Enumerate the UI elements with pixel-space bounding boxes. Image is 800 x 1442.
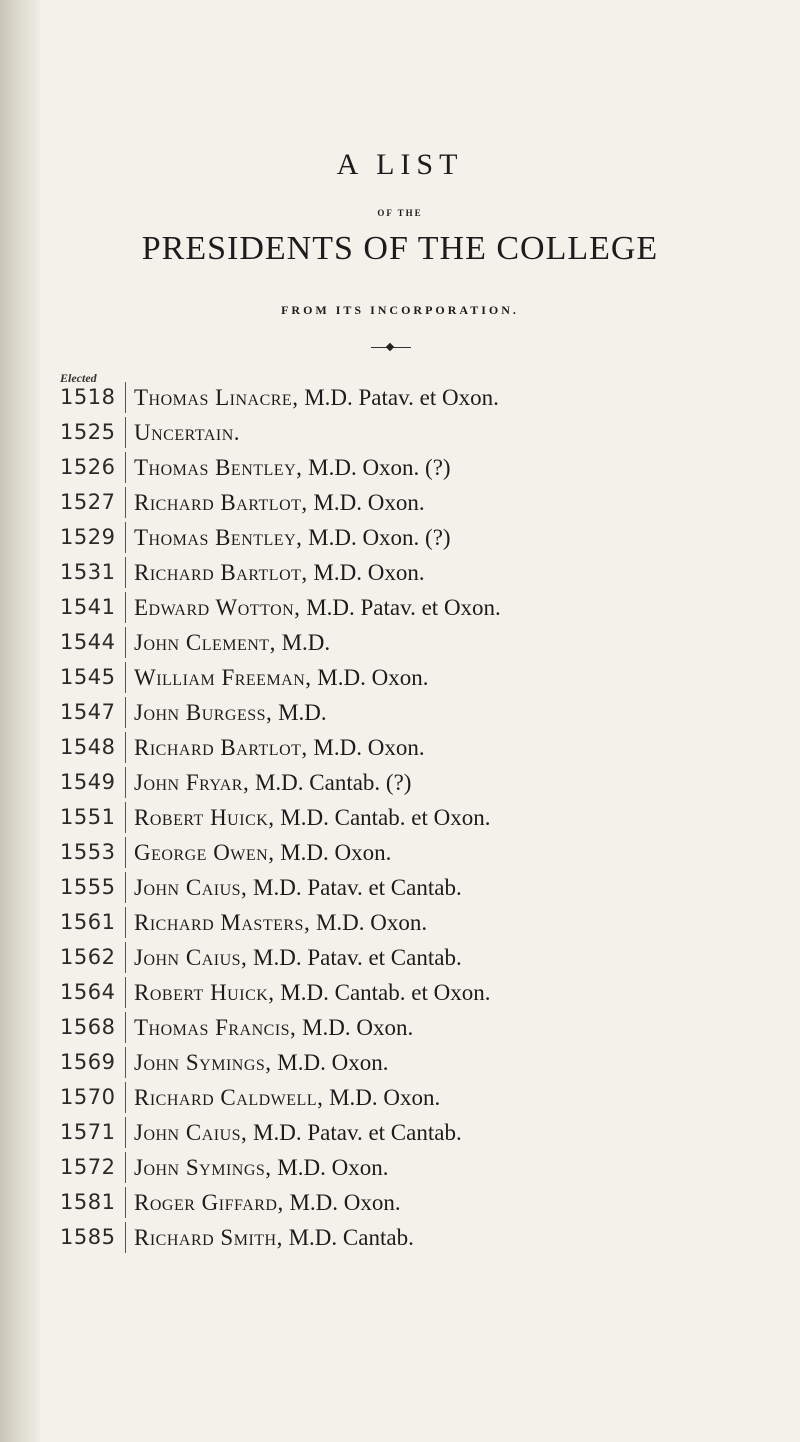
entry-year: 1581	[60, 1190, 116, 1214]
column-divider	[125, 977, 126, 1008]
column-divider	[125, 732, 126, 763]
president-name: Thomas Linacre,	[134, 385, 299, 410]
entry-name	[134, 730, 425, 765]
president-name: John Clement,	[134, 630, 276, 655]
entry-year: 1570	[60, 1085, 116, 1109]
column-divider	[125, 1152, 126, 1183]
president-degrees: M.D. Patav. et Oxon.	[300, 595, 501, 620]
president-name: John Burgess,	[134, 700, 273, 725]
president-degrees: M.D. Cantab. (?)	[249, 770, 412, 795]
entry-year: 1562	[60, 945, 116, 969]
entry-year: 1544	[60, 630, 116, 654]
president-degrees: M.D. Oxon. (?)	[302, 455, 451, 480]
entry-year: 1548	[60, 735, 116, 759]
president-degrees: M.D. Cantab.	[282, 1225, 414, 1250]
column-divider	[125, 1082, 126, 1113]
president-degrees: M.D. Cantab. et Oxon.	[274, 805, 491, 830]
entry-year: 1561	[60, 910, 116, 934]
president-degrees: M.D. Oxon.	[307, 560, 425, 585]
entry-name	[134, 1010, 413, 1045]
entry-year: 1585	[60, 1225, 116, 1249]
president-degrees: M.D. Oxon.	[323, 1085, 441, 1110]
column-divider	[125, 802, 126, 833]
president-name: John Caius,	[134, 945, 248, 970]
president-name: John Caius,	[134, 875, 248, 900]
column-divider	[125, 1187, 126, 1218]
column-divider	[125, 522, 126, 553]
president-degrees: M.D. Oxon.	[311, 665, 429, 690]
entry-year: 1518	[60, 385, 116, 409]
column-divider	[125, 837, 126, 868]
entry-name	[134, 975, 490, 1010]
entry-year: 1572	[60, 1155, 116, 1179]
president-degrees: M.D. Oxon.	[271, 1050, 389, 1075]
entry-name	[134, 1115, 462, 1150]
heading-from-incorporation: FROM ITS INCORPORATION.	[281, 303, 519, 317]
entry-name	[134, 625, 330, 660]
president-name: John Caius,	[134, 1120, 248, 1145]
column-divider	[125, 662, 126, 693]
column-divider	[125, 697, 126, 728]
president-name: Thomas Bentley,	[134, 455, 303, 480]
entry-year: 1568	[60, 1015, 116, 1039]
president-name: Richard Bartlot,	[134, 560, 308, 585]
entry-name	[134, 555, 425, 590]
president-name: Richard Bartlot,	[134, 490, 308, 515]
entry-name	[134, 520, 451, 555]
heading-list: A LIST	[336, 148, 464, 181]
president-degrees: M.D. Patav. et Cantab.	[247, 1120, 462, 1145]
column-divider	[125, 417, 126, 448]
president-name: Uncertain.	[134, 420, 241, 445]
entry-year: 1549	[60, 770, 116, 794]
president-degrees: M.D.	[272, 700, 327, 725]
entry-name	[134, 1185, 401, 1220]
entry-name	[134, 800, 490, 835]
president-name: Richard Smith,	[134, 1225, 283, 1250]
column-divider	[125, 382, 126, 413]
column-divider	[125, 452, 126, 483]
column-divider	[125, 907, 126, 938]
column-divider	[125, 872, 126, 903]
president-name: George Owen,	[134, 840, 275, 865]
entry-year: 1569	[60, 1050, 116, 1074]
entry-year: 1525	[60, 420, 116, 444]
column-divider	[125, 592, 126, 623]
entry-year: 1545	[60, 665, 116, 689]
entry-name	[134, 905, 427, 940]
entry-year: 1555	[60, 875, 116, 899]
column-divider	[125, 487, 126, 518]
president-degrees: M.D. Oxon.	[307, 735, 425, 760]
entry-year: 1526	[60, 455, 116, 479]
president-degrees: M.D. Oxon.	[271, 1155, 389, 1180]
president-degrees: M.D. Oxon.	[307, 490, 425, 515]
president-degrees: M.D. Oxon.	[283, 1190, 401, 1215]
entry-year: 1551	[60, 805, 116, 829]
president-name: Thomas Francis,	[134, 1015, 297, 1040]
president-name: Richard Masters,	[134, 910, 311, 935]
column-divider	[125, 1012, 126, 1043]
president-name: Richard Caldwell,	[134, 1085, 324, 1110]
president-degrees: M.D. Patav. et Cantab.	[247, 875, 462, 900]
president-name: Richard Bartlot,	[134, 735, 308, 760]
entry-year: 1529	[60, 525, 116, 549]
president-degrees: M.D. Patav. et Cantab.	[247, 945, 462, 970]
president-degrees: M.D. Oxon.	[296, 1015, 414, 1040]
president-name: Robert Huick,	[134, 980, 275, 1005]
president-degrees: M.D. Oxon.	[274, 840, 392, 865]
president-name: Thomas Bentley,	[134, 525, 303, 550]
column-divider	[125, 767, 126, 798]
president-name: Edward Wotton,	[134, 595, 301, 620]
president-name: Robert Huick,	[134, 805, 275, 830]
entry-name	[134, 660, 428, 695]
column-divider	[125, 1222, 126, 1253]
column-label-elected: Elected	[60, 371, 97, 385]
entry-name	[134, 1220, 414, 1255]
entry-year: 1564	[60, 980, 116, 1004]
president-name: John Symings,	[134, 1155, 272, 1180]
column-divider	[125, 942, 126, 973]
column-divider	[125, 557, 126, 588]
entry-year: 1547	[60, 700, 116, 724]
president-degrees: M.D. Cantab. et Oxon.	[274, 980, 491, 1005]
president-name: William Freeman,	[134, 665, 312, 690]
president-degrees: M.D. Patav. et Oxon.	[298, 385, 499, 410]
entry-name	[134, 695, 327, 730]
president-name: John Fryar,	[134, 770, 250, 795]
entry-year: 1571	[60, 1120, 116, 1144]
entry-name	[134, 590, 501, 625]
heading-presidents: PRESIDENTS OF THE COLLEGE	[141, 230, 659, 267]
entry-name	[134, 415, 240, 450]
heading-of-the: OF THE	[377, 208, 423, 218]
entry-name	[134, 835, 391, 870]
entry-name	[134, 1080, 440, 1115]
president-name: Roger Giffard,	[134, 1190, 284, 1215]
column-divider	[125, 1117, 126, 1148]
column-divider	[125, 1047, 126, 1078]
entry-name	[134, 870, 462, 905]
entry-name	[134, 940, 462, 975]
entry-year: 1527	[60, 490, 116, 514]
entry-year: 1553	[60, 840, 116, 864]
president-degrees: M.D. Oxon.	[310, 910, 428, 935]
column-divider	[125, 627, 126, 658]
entry-name	[134, 765, 411, 800]
president-degrees: M.D. Oxon. (?)	[302, 525, 451, 550]
entry-year: 1541	[60, 595, 116, 619]
entry-name	[134, 1150, 388, 1185]
entry-name	[134, 485, 425, 520]
ornament-divider	[371, 347, 411, 348]
entry-name	[134, 450, 451, 485]
president-name: John Symings,	[134, 1050, 272, 1075]
entry-name	[134, 1045, 388, 1080]
president-degrees: M.D.	[275, 630, 331, 655]
entry-name	[134, 380, 499, 415]
entry-year: 1531	[60, 560, 116, 584]
